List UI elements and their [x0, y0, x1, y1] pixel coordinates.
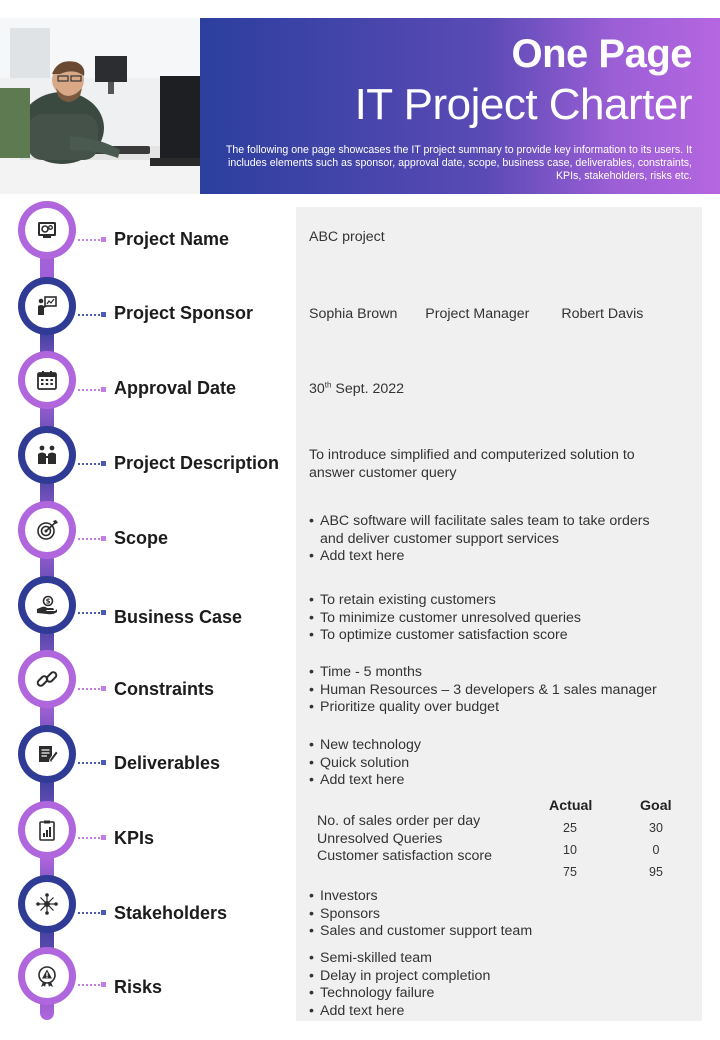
title-banner [200, 18, 720, 194]
intro-text: The following one page showcases the IT project summary to provide key information to its users. It includes elements such as sponsor, approval date, scope, business case, deliverables, constraints, KPIs, stakeholders, risks etc. [225, 144, 692, 182]
label-risks: Risks [114, 977, 163, 997]
kpi-name: No. of sales order per day [317, 813, 481, 829]
connector [78, 912, 104, 914]
list-item: • ABC software will facilitate sales team to take orders and deliver customer support services [309, 513, 650, 548]
warning-badge-icon [35, 964, 59, 988]
label-scope: Scope [114, 528, 169, 548]
kpi-goal: 30 [649, 821, 663, 835]
header [0, 18, 720, 194]
office-worker-illustration [0, 18, 200, 194]
label-constraints: Constraints [114, 679, 215, 699]
kpi-name: Unresolved Queries [317, 830, 443, 847]
timeline-node-constraints [18, 650, 76, 708]
connector [78, 762, 104, 764]
timeline-node-kpis [18, 801, 76, 859]
label-project-sponsor: Project Sponsor [114, 303, 254, 323]
svg-text:$: $ [45, 597, 51, 606]
value-project-name: ABC project [309, 229, 385, 245]
list-item: • Add text here [309, 548, 650, 566]
sponsor-role: Project Manager [425, 306, 530, 322]
value-risks [309, 950, 490, 1020]
list-item: • Technology failure [309, 985, 490, 1003]
list-item: • Human Resources – 3 developers & 1 sales manager [309, 682, 657, 700]
page-title-line1: One Page [511, 32, 692, 76]
list-item: • To optimize customer satisfaction score [309, 627, 581, 645]
label-kpis: KPIs [114, 828, 155, 848]
chain-link-icon [35, 667, 59, 691]
kpi-names [317, 813, 492, 866]
clipboard-chart-icon [35, 818, 59, 842]
timeline-node-approval-date [18, 351, 76, 409]
connector [78, 837, 104, 839]
page-title-line2: IT Project Charter [354, 80, 692, 129]
date-day: 30 [309, 381, 325, 397]
timeline-node-business-case [18, 576, 76, 634]
connector [78, 688, 104, 690]
header-photo [0, 18, 200, 194]
kpi-actual: 25 [563, 821, 577, 835]
list-item: • Time - 5 months [309, 664, 657, 682]
network-people-icon [35, 892, 59, 916]
kpi-table [296, 794, 702, 884]
value-project-sponsor [309, 306, 643, 324]
label-deliverables: Deliverables [114, 753, 221, 773]
value-scope [309, 513, 650, 566]
value-project-description [309, 447, 635, 482]
connector [78, 314, 104, 316]
label-project-name: Project Name [114, 229, 230, 249]
timeline-node-stakeholders [18, 875, 76, 933]
list-item: • Sponsors [309, 906, 532, 924]
label-business-case: Business Case [114, 607, 243, 627]
timeline-node-risks [18, 947, 76, 1005]
kpi-actual: 10 [563, 843, 577, 857]
list-item: • Sales and customer support team [309, 923, 532, 941]
calendar-icon [35, 368, 59, 392]
list-item: • Quick solution [309, 755, 421, 773]
description-line: answer customer query [309, 464, 457, 481]
kpi-goal: 95 [649, 865, 663, 879]
connector [78, 612, 104, 614]
connector [78, 463, 104, 465]
list-item: • New technology [309, 737, 421, 755]
list-item: • To retain existing customers [309, 592, 581, 610]
sponsor-name: Sophia Brown [309, 306, 398, 322]
kpi-name: Customer satisfaction score [317, 848, 493, 864]
connector [78, 538, 104, 540]
value-constraints [309, 664, 657, 717]
connector [78, 239, 104, 241]
list-item: • To minimize customer unresolved queries [309, 610, 581, 628]
timeline-node-project-name [18, 201, 76, 259]
list-item: • Semi-skilled team [309, 950, 490, 968]
kpi-goal: 0 [652, 843, 660, 857]
label-approval-date: Approval Date [114, 378, 237, 398]
list-item: • Delay in project completion [309, 968, 490, 986]
list-item: • Investors [309, 888, 532, 906]
timeline-node-project-sponsor [18, 277, 76, 335]
connector [78, 389, 104, 391]
kpi-header-actual: Actual [549, 798, 593, 814]
label-project-description: Project Description [114, 453, 280, 473]
timeline-node-scope [18, 501, 76, 559]
list-item: • Add text here [309, 772, 421, 790]
sponsor-other: Robert Davis [561, 306, 644, 322]
hand-coin-icon [35, 593, 59, 617]
kpi-header-goal: Goal [640, 798, 672, 814]
document-edit-icon [35, 742, 59, 766]
target-icon [35, 518, 59, 542]
value-deliverables [309, 737, 421, 790]
team-icon [35, 443, 59, 467]
list-item: • Prioritize quality over budget [309, 699, 657, 717]
date-suffix: th [324, 380, 332, 390]
gear-board-icon [35, 218, 59, 242]
description-line: To introduce simplified and computerized solution to [309, 447, 635, 463]
kpi-actual: 75 [563, 865, 577, 879]
presenter-icon [35, 294, 59, 318]
timeline-node-project-description [18, 426, 76, 484]
value-approval-date [309, 381, 404, 399]
label-stakeholders: Stakeholders [114, 903, 228, 923]
connector [78, 984, 104, 986]
list-item: • Add text here [309, 1003, 490, 1021]
date-rest: Sept. 2022 [331, 381, 405, 397]
value-business-case [309, 592, 581, 645]
value-stakeholders [309, 888, 532, 941]
timeline-node-deliverables [18, 725, 76, 783]
